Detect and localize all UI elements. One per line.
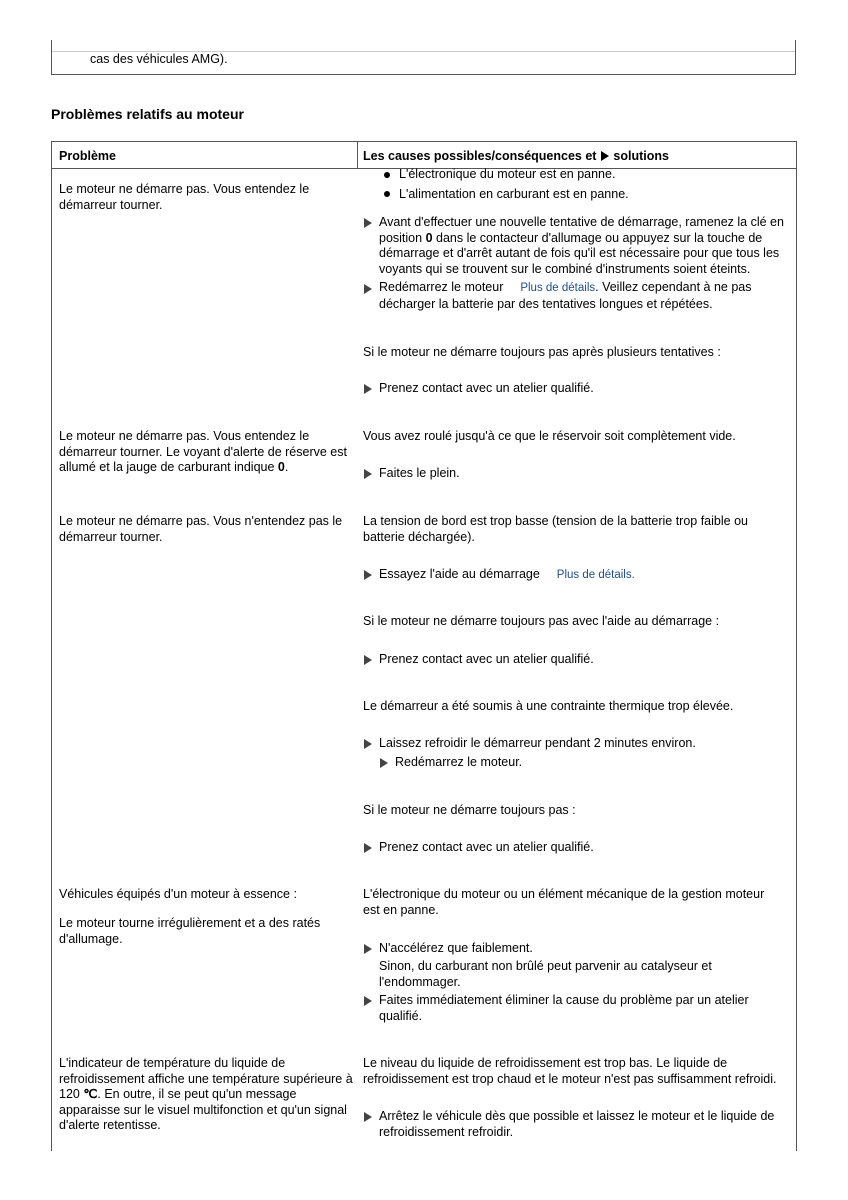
- problem-text: [59, 429, 351, 476]
- table-cell-text: cas des véhicules AMG).: [90, 52, 228, 66]
- arrow-icon: [364, 218, 372, 228]
- solution-text-a: Essayez l'aide au démarrage: [379, 567, 540, 581]
- header-solution-text: Les causes possibles/conséquences et: [363, 149, 597, 163]
- solution-text: Faites le plein.: [379, 466, 460, 480]
- arrow-icon: [364, 284, 372, 294]
- section-title: Problèmes relatifs au moteur: [51, 106, 244, 122]
- bullet-icon: [384, 172, 390, 178]
- solution-text-b: .: [631, 569, 635, 581]
- arrow-icon: [380, 758, 388, 768]
- fuel-gauge-value: 0: [277, 460, 285, 474]
- header-solution: [363, 149, 669, 163]
- solution-text: Laissez refroidir le démarreur pendant 2 minutes environ.: [379, 736, 696, 750]
- solution-text: Faites immédiatement éliminer la cause du problème par un atelier qualifié.: [379, 993, 749, 1023]
- note-text: Si le moteur ne démarre toujours pas avec l'aide au démarrage :: [363, 614, 720, 628]
- solution-text: [379, 280, 791, 312]
- column-divider: [357, 142, 358, 168]
- solution-text: Sinon, du carburant non brûlé peut parvenir au catalyseur et l'endommager.: [379, 959, 712, 989]
- bullet-icon: [384, 191, 390, 197]
- solution-text-b: . Veillez cependant à ne pas décharger la batterie par des tentatives longues et répétées.: [379, 280, 752, 311]
- arrow-icon: [364, 739, 372, 749]
- solution-text: Prenez contact avec un atelier qualifié.: [379, 840, 594, 854]
- arrow-icon: [364, 996, 372, 1006]
- cause-text: La tension de bord est trop basse (tension de la batterie trop faible ou batterie déchargée).: [363, 514, 748, 544]
- arrow-icon: [364, 655, 372, 665]
- cause-text: L'électronique du moteur est en panne.: [399, 167, 616, 181]
- cause-text: Le niveau du liquide de refroidissement est trop bas. Le liquide de refroidissement est trop chaud et le moteur n'est pas suffisamment refroidi.: [363, 1056, 777, 1086]
- solution-text: [379, 567, 635, 584]
- cause-text: Vous avez roulé jusqu'à ce que le réservoir soit complètement vide.: [363, 429, 736, 443]
- arrow-icon: [364, 384, 372, 394]
- cause-text: Le démarreur a été soumis à une contrainte thermique trop élevée.: [363, 699, 734, 713]
- arrow-icon: [601, 151, 609, 161]
- solution-text-b: dans le contacteur d'allumage ou appuyez sur la touche de démarrage et d'arrêt autant de fois qu'il est nécessaire pour que tous les voyants qui se trouvent sur le combiné d'instruments soient éteints.: [379, 230, 780, 276]
- problem-text: Le moteur tourne irrégulièrement et a des ratés d'allumage.: [59, 916, 321, 946]
- cause-text: L'alimentation en carburant est en panne.: [399, 187, 629, 201]
- arrow-icon: [364, 1112, 372, 1122]
- note-text: Si le moteur ne démarre toujours pas :: [363, 803, 576, 817]
- header-solution-text-2: solutions: [613, 149, 669, 163]
- celsius-unit: ℃: [83, 1087, 98, 1101]
- problem-text-b: .: [284, 460, 289, 474]
- solution-text: N'accélérez que faiblement.: [379, 941, 533, 955]
- solution-text: Prenez contact avec un atelier qualifié.: [379, 652, 594, 666]
- note-text: Si le moteur ne démarre toujours pas après plusieurs tentatives :: [363, 345, 721, 359]
- solution-text: Prenez contact avec un atelier qualifié.: [379, 381, 594, 395]
- solution-text: Arrêtez le véhicule dès que possible et laissez le moteur et le liquide de refroidissement refroidir.: [379, 1109, 775, 1139]
- details-link[interactable]: Plus de détails: [556, 569, 632, 581]
- header-problem: Problème: [59, 149, 116, 163]
- arrow-icon: [364, 570, 372, 580]
- solution-text: [379, 215, 791, 277]
- problem-text-a: L'indicateur de température du liquide de refroidissement affiche une température supérieure à 120: [59, 1056, 353, 1101]
- problem-text: [59, 1056, 353, 1134]
- problem-text: Le moteur ne démarre pas. Vous entendez le démarreur tourner.: [59, 182, 310, 212]
- arrow-icon: [364, 469, 372, 479]
- problem-text-b: . En outre, il se peut qu'un message apparaisse sur le visuel multifonction et qu'un signal d'alerte retentisse.: [59, 1087, 347, 1132]
- arrow-icon: [364, 944, 372, 954]
- key-position: 0: [425, 230, 433, 245]
- details-link[interactable]: Plus de détails: [520, 282, 596, 294]
- problem-text-a: Le moteur ne démarre pas. Vous entendez le démarreur tourner. Le voyant d'alerte de réserve est allumé et la jauge de carburant indique: [59, 429, 347, 474]
- arrow-icon: [364, 843, 372, 853]
- previous-table-tail: [51, 40, 796, 75]
- cause-text: L'électronique du moteur ou un élément mécanique de la gestion moteur est en panne.: [363, 887, 765, 917]
- solution-text: Redémarrez le moteur.: [395, 755, 523, 769]
- solution-text-a: Avant d'effectuer une nouvelle tentative de démarrage, ramenez la clé en position: [379, 215, 784, 245]
- solution-text-a: Redémarrez le moteur: [379, 280, 504, 294]
- problem-text: Le moteur ne démarre pas. Vous n'entendez pas le démarreur tourner.: [59, 514, 343, 544]
- problem-text: Véhicules équipés d'un moteur à essence :: [59, 887, 297, 901]
